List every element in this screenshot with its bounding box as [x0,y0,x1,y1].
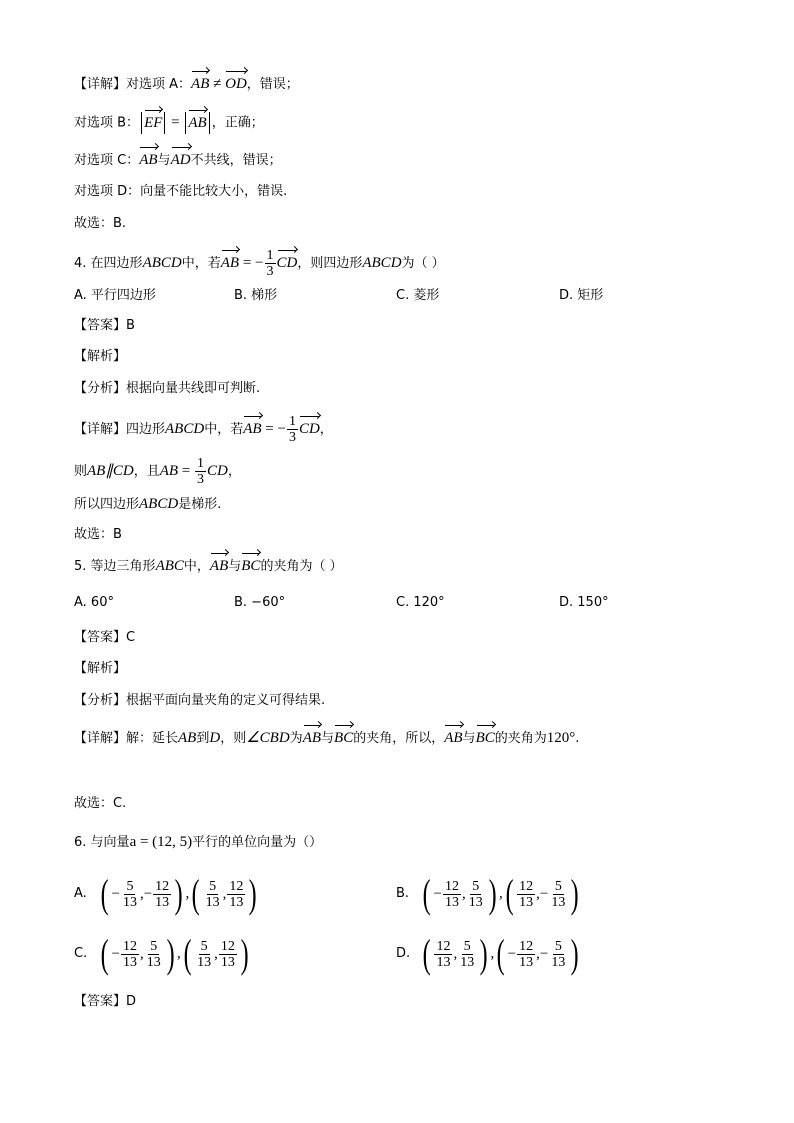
vector-ab: AB [191,76,210,92]
verdict-text: ，错误； [246,77,299,92]
numerator: 12 [519,878,534,894]
q4-then [74,456,241,487]
detail-tag: 【详解】 [74,77,127,92]
pair-1: ( − $\frac{5}{13}$ ,− $\frac{12}{13}$ ) [100,871,183,916]
fraction-one-third [287,414,298,445]
q4-option-b: B. 梯形 [234,288,278,303]
numerator: 5 [150,938,158,954]
detail-text: 中，若 [204,422,244,437]
so-text: 是梯形. [178,497,222,512]
conj-text: 与 [157,153,171,168]
vector-od: OD [225,76,247,92]
numerator: 5 [200,938,208,954]
q5-option-c: C. 120° [396,595,445,610]
q4-option-a: A. 平行四边形 [74,288,156,303]
question-number: 5. [74,559,87,574]
comma: ， [227,464,241,479]
q6-option-a: A. ( − $\frac{5}{13}$ ,− $\frac{12}{13}$ ) , ( $\frac{5}{13}$ , $\frac{12}{13}$ ) [74,874,260,914]
denominator: 13 [444,894,459,910]
q4-answer: 【答案】B [74,318,135,333]
q5-detail [74,728,579,749]
segment-ab: AB [159,463,179,479]
q4-detail [74,414,333,445]
q5-option-b: B. −60° [234,595,286,610]
q6-option-b: B. ( − $\frac{12}{13}$ , $\frac{5}{13}$ ) , ( $\frac{12}{13}$ ,− $\frac{5}{13}$ ) [396,874,582,914]
detail-line-option-a [74,74,299,95]
question-number: 6. [74,835,87,850]
denominator: 13 [122,894,137,910]
stem-text: 与 [228,559,242,574]
numerator: 1 [266,248,274,263]
vector-ab: AB [243,421,262,437]
quad-name: ABCD [142,255,182,271]
denominator: 13 [122,954,137,970]
question-6-stem [74,832,322,853]
detail-line-option-d [74,182,287,202]
detail-text: 的夹角，所以， [353,731,445,746]
q4-conclusion [74,494,221,515]
and-text: ，且 [133,464,160,479]
detail-text: 【详解】解：延长 [74,731,179,746]
stem-text: 为（ ） [401,256,445,271]
pair-2: ( $\frac{5}{13}$ , $\frac{12}{13}$ ) [183,931,249,976]
numerator: 12 [436,938,451,954]
detail-text: 到 [196,731,210,746]
option-c-label: 对选项 C： [74,153,140,168]
stem-text: 等边三角形 [90,559,156,574]
vector-ad: AD [170,152,191,168]
numerator: 12 [229,878,244,894]
choose-text: 故选：B. [74,216,127,231]
denominator: 13 [229,894,244,910]
stem-text: ，则四边形 [297,256,363,271]
detail-text: 为 [289,731,303,746]
vector-ab: AB [444,730,463,746]
vector-ef: EF [144,114,163,131]
parallel-relation: AB∥CD [87,463,134,479]
vector-ab: AB [139,152,158,168]
numerator: 5 [554,938,562,954]
denominator: 3 [288,430,296,445]
option-label: C. [74,946,88,961]
stem-text: 中，若 [181,256,221,271]
vector-a-definition: a = (12, 5) [129,834,193,850]
numerator: 1 [288,414,296,429]
detail-text: 与 [462,731,476,746]
abs-bar [164,112,165,134]
numerator: 12 [155,878,170,894]
denominator: 13 [197,954,212,970]
q6-option-c: C. ( − $\frac{12}{13}$ , $\frac{5}{13}$ ) , ( $\frac{5}{13}$ , $\frac{12}{13}$ ) [74,934,251,974]
numerator: 12 [519,938,534,954]
denominator: 13 [205,894,220,910]
fraction-one-third [195,456,206,487]
denominator: 13 [519,954,534,970]
denominator: 13 [460,954,475,970]
vector-bc: BC [334,730,354,746]
detail-text: ， [319,422,333,437]
verdict-text: 不共线，错误； [190,153,282,168]
stem-text: 中， [183,559,210,574]
pair-2: ( $\frac{12}{13}$ ,− $\frac{5}{13}$ ) [505,871,579,916]
quad-name: ABCD [165,421,205,437]
q5-choose: 故选：C. [74,796,127,811]
denominator: 13 [519,894,534,910]
q6-option-d: D. ( $\frac{12}{13}$ , $\frac{5}{13}$ ) , ( − $\frac{12}{13}$ ,− $\frac{5}{13}$ ) [396,934,582,974]
q4-jiexi: 【解析】 [74,349,127,364]
vector-ab: AB [209,558,229,574]
stem-text: 在四边形 [90,256,143,271]
detail-line-option-c [74,150,282,171]
vector-cd: CD [298,421,320,437]
detail-line-option-b [74,112,264,134]
q4-option-d: D. 矩形 [559,288,604,303]
eq-neg-sign: = − [239,255,264,271]
pair-2: ( − $\frac{12}{13}$ ,− $\frac{5}{13}$ ) [496,931,579,976]
denominator: 3 [197,472,204,487]
stem-text: 平行的单位向量为（） [192,835,323,850]
vector-ab: AB [188,114,207,131]
option-label: A. [74,886,87,901]
pair-1: ( $\frac{12}{13}$ , $\frac{5}{13}$ ) [422,931,488,976]
pair-2: ( $\frac{5}{13}$ , $\frac{12}{13}$ ) [191,871,257,916]
quad-name: ABCD [362,255,402,271]
abs-bar [185,112,186,134]
so-text: 所以四边形 [74,497,140,512]
triangle-name: ABC [155,558,184,574]
vector-ab: AB [302,730,322,746]
vector-bc: BC [475,730,495,746]
question-5-stem [74,556,343,577]
neq-sign: ≠ [209,76,226,92]
angle-cbd: ∠CBD [246,730,290,746]
vector-ab: AB [220,255,240,271]
abs-bar [209,112,210,134]
numerator: 1 [197,456,204,471]
pair-1: ( − $\frac{12}{13}$ , $\frac{5}{13}$ ) [422,871,497,916]
denominator: 13 [468,894,483,910]
numerator: 12 [220,938,235,954]
eq-sign: = [178,463,194,479]
q4-choose: 故选：B [74,527,122,542]
vector-cd: CD [276,255,298,271]
q5-fenxi: 【分析】根据平面向量夹角的定义可得结果. [74,693,326,708]
q4-option-c: C. 菱形 [396,288,440,303]
option-d-text: 对选项 D：向量不能比较大小，错误. [74,184,288,199]
angle-value: 120° [546,730,576,746]
option-label: D. [396,946,411,961]
q5-option-d: D. 150° [559,595,609,610]
verdict-text: ，正确； [211,115,264,131]
option-b-label: 对选项 B： [74,115,140,131]
detail-text: 【详解】四边形 [74,422,166,437]
question-4-stem [74,248,445,279]
eq-neg-sign: = − [261,421,286,437]
q5-answer: 【答案】C [74,630,136,645]
abs-bar [141,112,142,134]
stem-text: 与向量 [90,835,130,850]
eq-sign: = [167,114,184,131]
segment-cd: CD [207,463,228,479]
denominator: 13 [146,954,161,970]
then-text: 则 [74,464,88,479]
q6-answer: 【答案】D [74,994,137,1009]
numerator: 5 [209,878,217,894]
stem-text: 的夹角为（ ） [260,559,343,574]
detail-text: 的夹角为 [494,731,547,746]
period: . [575,731,580,746]
option-label: B. [396,886,410,901]
detail-text: ，则 [220,731,247,746]
numerator: 12 [444,878,459,894]
denominator: 13 [220,954,235,970]
choose-line [74,214,126,234]
denominator: 13 [551,894,566,910]
numerator: 5 [126,878,134,894]
quad-name: ABCD [139,496,179,512]
segment-ab: AB [178,730,197,746]
numerator: 12 [122,938,137,954]
option-a-label: 对选项 A： [126,77,192,92]
numerator: 5 [463,938,471,954]
denominator: 13 [436,954,451,970]
vector-bc: BC [241,558,261,574]
denominator: 13 [155,894,170,910]
numerator: 5 [554,878,562,894]
numerator: 5 [472,878,480,894]
q4-fenxi: 【分析】根据向量共线即可判断. [74,381,261,396]
q5-jiexi: 【解析】 [74,661,127,676]
point-d: D [209,730,221,746]
denominator: 3 [266,264,274,279]
question-number: 4. [74,256,87,271]
pair-1: ( − $\frac{12}{13}$ , $\frac{5}{13}$ ) [100,931,175,976]
denominator: 13 [551,954,566,970]
fraction-one-third [265,248,276,279]
q5-option-a: A. 60° [74,595,114,610]
detail-text: 与 [321,731,335,746]
